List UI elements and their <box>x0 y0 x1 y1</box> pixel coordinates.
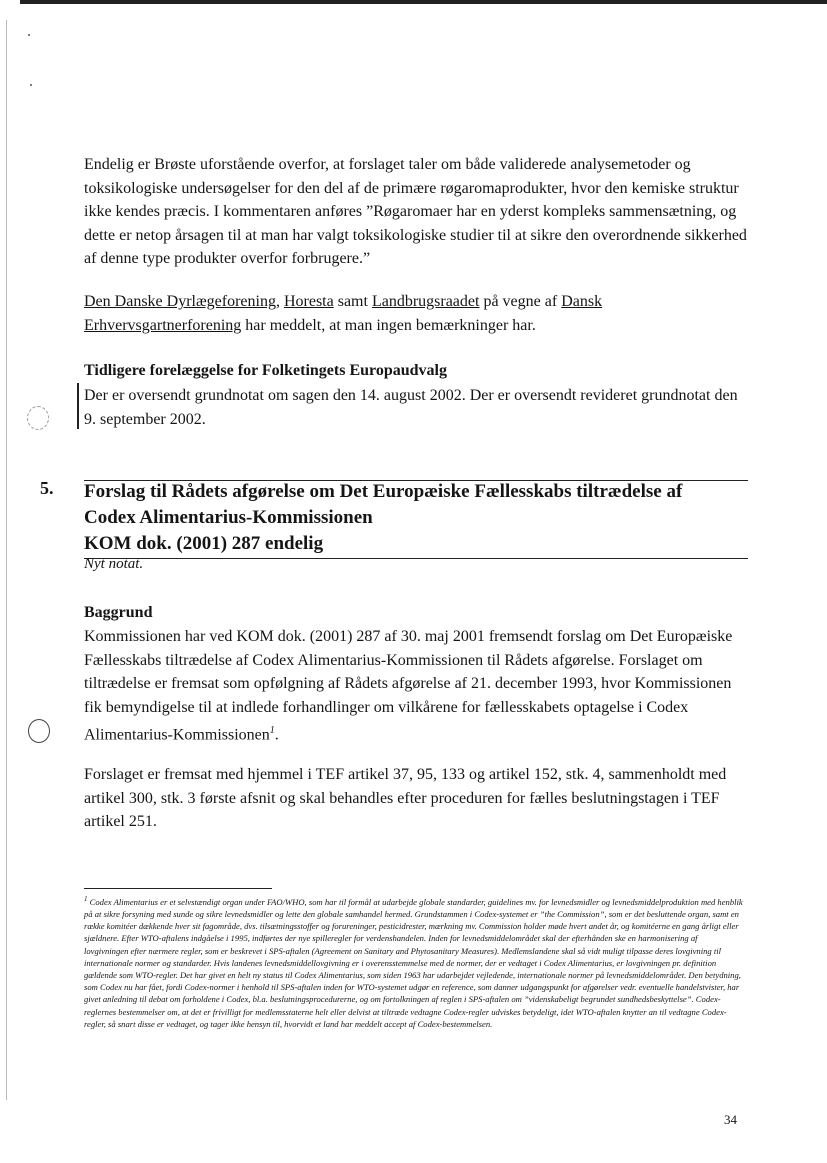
footnote-number: 1 <box>84 895 88 903</box>
section-title-line2: Codex Alimentarius-Kommissionen <box>84 507 373 528</box>
footnote <box>84 893 744 1030</box>
text-samt: samt <box>337 293 368 310</box>
heading-baggrund: Baggrund <box>84 604 153 621</box>
section-rule-bottom <box>84 558 748 559</box>
footnote-text: Codex Alimentarius er et selvstændigt organ under FAO/WHO, som har til formål at udarbejde globale standarder, guidelines mv. for levnedsmidler og levnedsmiddelproduktion med henblik på at sikre forsyning med sunde og sikre levnedsmidler og lette den globale samhandel hermed. Grundstammen i Codex-systemet er ”the Commission”, som er det besluttende organ, samt en række komitéer dækkende hver sit fagområde, dvs. tilsætningsstoffer og forureninger, pesticidrester, mærkning mv. Commission holder møde hvert andet år, og komitéerne en gang årligt eller sjældnere. Efter WTO-aftalens indgåelse i 1995, indførtes der nye spilleregler for verdenshandelen. Inden for levnedsmiddelområdet skal der efterhånden ske en harmonisering af lovgivningen efter nærmere regler, som er beskrevet i SPS-aftalen (Agreement on Sanitary and Phytosanitary Measures). Medlemslandene skal så vidt muligt tilpasse deres lovgivning til internationale normer og standarder. Hvis landenes levnedsmiddellovgivning er i overensstemmelse med de normer, der er vedtaget i Codex Alimentarius, er lovgivningen pr. definition gældende som WTO-regler. Det har givet en helt ny status til Codex Alimentarius, som siden 1963 har udarbejdet vejledende, internationale normer på levnedsmiddelområdet. Den betydning, som Codex nu har fået, fordi Codex-normer i henhold til SPS-aftalen inden for WTO-systemet udgør en reference, som danner udgangspunkt for afgørelser vedr. eventuelle handelstvister, har givet anledning til debat om forholdene i Codex, bl.a. beslutningsprocedurerne, og om fortolkningen af reglen i SPS-aftalen om ”videnskabeligt begrundet sundhedsbeskyttelse”. Codex-reglernes bestemmelser om, at det er frivilligt for medlemsstaterne helt eller delvist at tiltræde vedtagne Codex-regler udviskes betydeligt, idet WTO-aftalen knytter an til vedtagne Codex-regler, så snart disse er vedtaget, og tager ikke hensyn til, hvorvidt et land har meddelt accept af Codex-bestemmelsen. <box>84 896 743 1029</box>
scan-speck <box>28 34 30 36</box>
scan-speck <box>30 84 32 86</box>
scan-left-margin-line <box>6 20 7 1100</box>
paragraph-grundnotat: Der er oversendt grundnotat om sagen den 14. august 2002. Der er oversendt revideret grundnotat den 9. september 2002. <box>84 387 738 428</box>
org-erhvervsgartnerforening: Dansk Erhvervsgartnerforening <box>84 293 603 334</box>
paragraph-broste-comment: Endelig er Brøste uforstående overfor, at forslaget taler om både validerede analysemetoder og toksikologiske undersøgelser for den del af de primære røgaromaprodukter, hvor den kemiske struktur ikke kendes præcis. I kommentaren anføres ”Røgaromaer har en yderst kompleks sammensætning, og dette er netop årsagen til at man har valgt toksikologiske studier til at sikre den overordnende sikkerhed af denne type produkter overfor forbrugere.” <box>84 156 747 267</box>
footnote-reference: 1 <box>269 725 275 736</box>
punch-hole <box>28 719 50 743</box>
paragraph-baggrund <box>84 625 748 747</box>
org-horesta: Horesta <box>283 293 334 310</box>
baggrund-text: Kommissionen har ved KOM dok. (2001) 287 af 30. maj 2001 fremsendt forslag om Det Europæiske Fællesskabs tiltrædelse af Codex Alimentarius-Kommissionen til Rådets afgørelse. Forslaget om tiltrædelse er fremsat som opfølgning af Rådets afgørelse af 21. december 1993, hvor Kommissionen fik bemyndigelse til at indlede forhandlinger om vilkårene for fællesskabets optagelse i Codex Alimentarius-Kommissionen <box>84 628 733 744</box>
org-dyrlaegeforening: Den Danske Dyrlægeforening, <box>84 293 280 310</box>
paragraph-hjemmel: Forslaget er fremsat med hjemmel i TEF artikel 37, 95, 133 og artikel 152, stk. 4, sammenholdt med artikel 300, stk. 3 første afsnit og skal behandles efter proceduren for fælles beslutningstagen i TEF artikel 251. <box>84 766 727 830</box>
text-rest: har meddelt, at man ingen bemærkninger har. <box>245 316 536 334</box>
revision-bar <box>77 383 79 429</box>
paragraph-no-comments <box>84 290 748 337</box>
page-number: 34 <box>724 1112 737 1127</box>
section-title-line1: Forslag til Rådets afgørelse om Det Europæiske Fællesskabs tiltrædelse af <box>84 481 683 502</box>
section-title <box>84 479 748 557</box>
section-subtitle: Nyt notat. <box>84 556 144 572</box>
punch-hole-mark <box>27 406 49 430</box>
org-landbrugsraadet: Landbrugsraadet <box>371 293 480 310</box>
heading-tidligere-forelaeggelse: Tidligere forelæggelse for Folketingets Europaudvalg <box>84 362 447 379</box>
scan-top-border <box>20 0 827 4</box>
text-paa-vegne: på vegne af <box>483 293 558 310</box>
footnote-rule <box>84 888 272 889</box>
section-title-line3: KOM dok. (2001) 287 endelig <box>84 533 324 554</box>
section-number: 5. <box>40 478 54 498</box>
baggrund-end: . <box>274 726 279 744</box>
